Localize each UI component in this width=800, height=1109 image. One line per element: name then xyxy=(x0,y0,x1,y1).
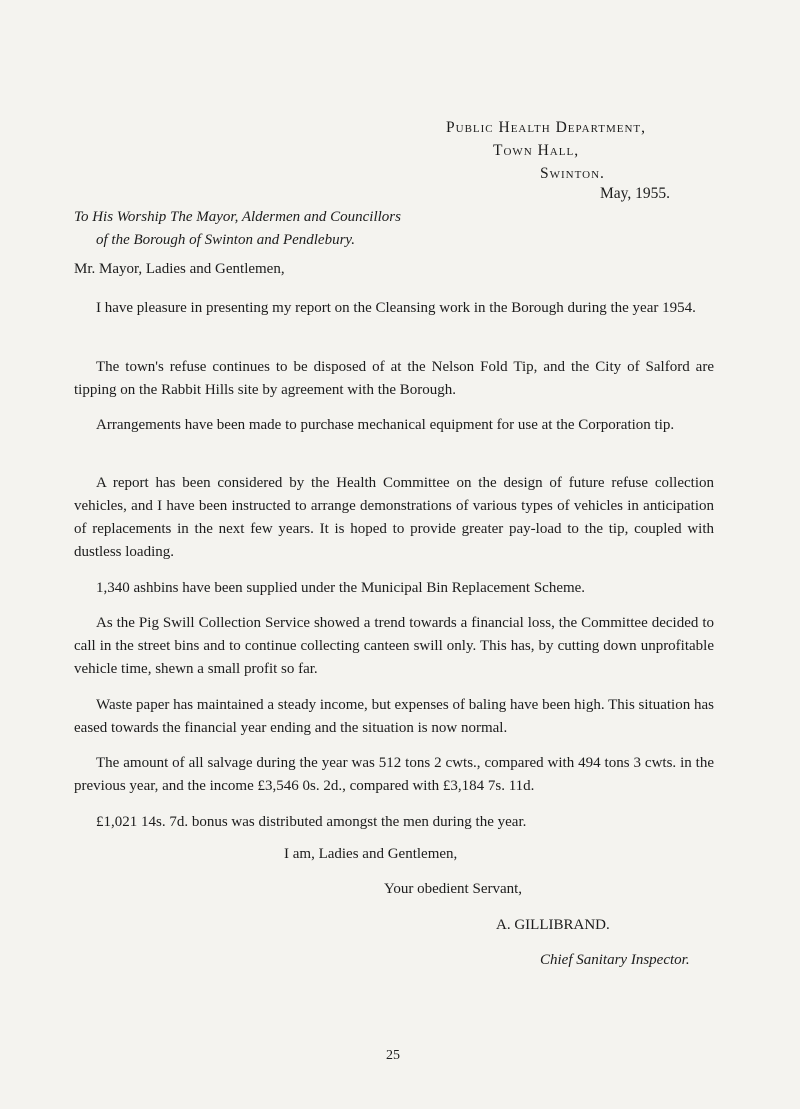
paragraph-text: The amount of all salvage during the year was 512 tons 2 cwts., compared with 494 tons 3 cwts. in the previous year, and the income £3,546 0s. 2d., compared with £3,184 7s. 11d. xyxy=(74,755,714,794)
paragraph-text: £1,021 14s. 7d. bonus was distributed amongst the men during the year. xyxy=(96,814,527,830)
addressee-line-2: of the Borough of Swinton and Pendlebury. xyxy=(96,232,356,248)
body-paragraph-1 xyxy=(74,297,714,320)
paragraph-text: 1,340 ashbins have been supplied under the Municipal Bin Replacement Scheme. xyxy=(96,580,586,596)
paragraph-text: Arrangements have been made to purchase mechanical equipment for use at the Corporation tip. xyxy=(96,417,675,433)
body-paragraph-8 xyxy=(74,752,714,798)
addressee xyxy=(74,206,401,252)
paragraph-text: The town's refuse continues to be disposed of at the Nelson Fold Tip, and the City of Salford are tipping on the Rabbit Hills site by agreement with the Borough. xyxy=(74,359,714,398)
body-paragraph-3 xyxy=(74,414,714,437)
closing-line: I am, Ladies and Gentlemen, xyxy=(284,846,458,862)
sender-address xyxy=(446,116,646,185)
body-paragraph-7 xyxy=(74,694,714,740)
body-paragraph-4 xyxy=(74,472,714,564)
signature-name: A. GILLIBRAND. xyxy=(496,917,610,933)
paragraph-text: I have pleasure in presenting my report on the Cleansing work in the Borough during the year 1954. xyxy=(96,300,696,316)
paragraph-text: Waste paper has maintained a steady income, but expenses of baling have been high. This situation has eased towards the financial year ending and the situation is now normal. xyxy=(74,697,714,736)
addressee-line-1: To His Worship The Mayor, Aldermen and Councillors xyxy=(74,209,401,225)
body-paragraph-6 xyxy=(74,612,714,681)
page-number: 25 xyxy=(386,1048,400,1063)
body-paragraph-5 xyxy=(74,577,714,600)
address-line-town-hall: Town Hall, xyxy=(493,142,580,159)
paragraph-text: A report has been considered by the Health Committee on the design of future refuse collection vehicles, and I have been instructed to arrange demonstrations of various types of vehicles in anticipation of replacements in the next few years. It is hoped to provide greater pay-load to the tip, coupled with dustless loading. xyxy=(74,475,714,560)
address-line-department: Public Health Department, xyxy=(446,119,646,136)
letter-date: May, 1955. xyxy=(600,185,671,202)
body-paragraph-9 xyxy=(74,811,714,834)
body-paragraph-2 xyxy=(74,356,714,402)
closing-servant: Your obedient Servant, xyxy=(384,881,523,897)
signature-title: Chief Sanitary Inspector. xyxy=(540,952,690,968)
greeting: Mr. Mayor, Ladies and Gentlemen, xyxy=(74,261,285,277)
paragraph-text: As the Pig Swill Collection Service showed a trend towards a financial loss, the Committee decided to call in the street bins and to continue collecting canteen swill only. This has, by cutting down unprofitable vehicle time, shewn a small profit so far. xyxy=(74,615,714,677)
address-line-town: Swinton. xyxy=(540,165,605,182)
